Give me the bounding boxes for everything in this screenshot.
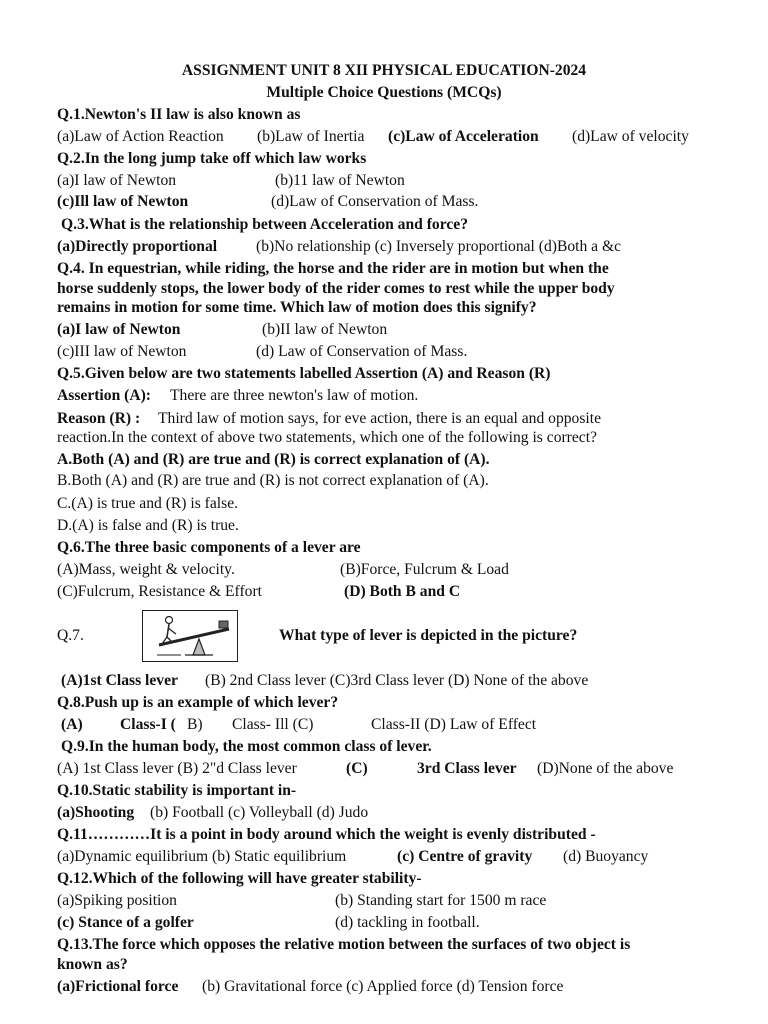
question-6: Q.6.The three basic components of a lever are bbox=[57, 539, 361, 556]
question-4-line-3: remains in motion for some time. Which law of motion does this signify? bbox=[57, 299, 537, 316]
q8-option-a: (A) bbox=[61, 716, 83, 733]
q10-options-rest: (b) Football (c) Volleyball (d) Judo bbox=[150, 804, 369, 821]
q1-option-b: (b)Law of Inertia bbox=[257, 128, 365, 145]
document-subtitle: Multiple Choice Questions (MCQs) bbox=[266, 84, 502, 101]
q1-option-c: (c)Law of Acceleration bbox=[388, 128, 539, 145]
q9-option-d: (D)None of the above bbox=[537, 760, 674, 777]
question-7-number: Q.7. bbox=[57, 627, 84, 644]
q5-option-b: B.Both (A) and (R) are true and (R) is not correct explanation of (A). bbox=[57, 472, 489, 489]
q9-options-ab: (A) 1st Class lever (B) 2"d Class lever bbox=[57, 760, 297, 777]
document-title: ASSIGNMENT UNIT 8 XII PHYSICAL EDUCATION-2024 bbox=[181, 62, 587, 79]
reason-text-line-2: reaction.In the context of above two statements, which one of the following is correct? bbox=[57, 429, 597, 446]
q9-option-c: (C) bbox=[346, 760, 368, 777]
q7-options-rest: (B) 2nd Class lever (C)3rd Class lever (D) None of the above bbox=[205, 672, 589, 689]
question-10: Q.10.Static stability is important in- bbox=[57, 782, 297, 799]
q10-option-a: (a)Shooting bbox=[57, 804, 135, 821]
question-9: Q.9.In the human body, the most common class of lever. bbox=[61, 738, 432, 755]
q4-option-a: (a)I law of Newton bbox=[57, 321, 181, 338]
question-3: Q.3.What is the relationship between Acceleration and force? bbox=[61, 216, 468, 233]
q3-option-a: (a)Directly proportional bbox=[57, 238, 218, 255]
q11-option-c: (c) Centre of gravity bbox=[397, 848, 533, 865]
q12-option-a: (a)Spiking position bbox=[57, 892, 177, 909]
seesaw-lever-picture bbox=[142, 610, 238, 662]
q9-option-c-text: 3rd Class lever bbox=[417, 760, 517, 777]
q4-option-c: (c)III law of Newton bbox=[57, 343, 187, 360]
question-11: Q.11…………It is a point in body around which the weight is evenly distributed - bbox=[57, 826, 596, 843]
q1-option-a: (a)Law of Action Reaction bbox=[57, 128, 224, 145]
assertion-label: Assertion (A): bbox=[57, 387, 151, 404]
q6-option-d: (D) Both B and C bbox=[344, 583, 461, 600]
q5-option-a: A.Both (A) and (R) are true and (R) is correct explanation of (A). bbox=[57, 451, 490, 468]
reason-label: Reason (R) : bbox=[57, 410, 141, 427]
question-8: Q.8.Push up is an example of which lever? bbox=[57, 694, 339, 711]
q6-option-b: (B)Force, Fulcrum & Load bbox=[340, 561, 509, 578]
question-13-line-2: known as? bbox=[57, 956, 128, 973]
q12-option-d: (d) tackling in football. bbox=[335, 914, 480, 931]
q2-option-b: (b)11 law of Newton bbox=[275, 172, 405, 189]
assertion-text: There are three newton's law of motion. bbox=[170, 387, 419, 404]
q2-option-d: (d)Law of Conservation of Mass. bbox=[271, 193, 479, 210]
question-1: Q.1.Newton's II law is also known as bbox=[57, 106, 301, 123]
reason-text: Third law of motion says, for eve action, there is an equal and opposite bbox=[158, 410, 601, 427]
q12-option-c: (c) Stance of a golfer bbox=[57, 914, 194, 931]
q8-option-b: B) bbox=[187, 716, 203, 733]
question-5: Q.5.Given below are two statements labelled Assertion (A) and Reason (R) bbox=[57, 365, 551, 382]
q13-option-a: (a)Frictional force bbox=[57, 978, 179, 995]
q11-option-d: (d) Buoyancy bbox=[563, 848, 649, 865]
question-2: Q.2.In the long jump take off which law works bbox=[57, 150, 367, 167]
q5-option-d: D.(A) is false and (R) is true. bbox=[57, 517, 239, 534]
q11-options-ab: (a)Dynamic equilibrium (b) Static equilibrium bbox=[57, 848, 347, 865]
q6-option-a: (A)Mass, weight & velocity. bbox=[57, 561, 235, 578]
q8-options-rest: Class-II (D) Law of Effect bbox=[371, 716, 537, 733]
question-4-line-2: horse suddenly stops, the lower body of the rider comes to rest while the upper body bbox=[57, 280, 615, 297]
q2-option-a: (a)I law of Newton bbox=[57, 172, 177, 189]
q5-option-c: C.(A) is true and (R) is false. bbox=[57, 495, 239, 512]
q4-option-b: (b)II law of Newton bbox=[262, 321, 388, 338]
q7-option-a: (A)1st Class lever bbox=[61, 672, 178, 689]
q3-options-rest: (b)No relationship (c) Inversely proportional (d)Both a &c bbox=[256, 238, 622, 255]
question-12: Q.12.Which of the following will have greater stability- bbox=[57, 870, 422, 887]
question-4-line-1: Q.4. In equestrian, while riding, the horse and the rider are in motion but when the bbox=[57, 260, 609, 277]
question-7: What type of lever is depicted in the picture? bbox=[279, 627, 578, 644]
q2-option-c: (c)Ill law of Newton bbox=[57, 193, 189, 210]
q1-option-d: (d)Law of velocity bbox=[572, 128, 689, 145]
question-13-line-1: Q.13.The force which opposes the relative motion between the surfaces of two object is bbox=[57, 936, 631, 953]
q8-option-a-text: Class-I ( bbox=[120, 716, 176, 733]
q13-options-rest: (b) Gravitational force (c) Applied force (d) Tension force bbox=[202, 978, 564, 995]
q12-option-b: (b) Standing start for 1500 m race bbox=[335, 892, 547, 909]
q8-option-b-text: Class- Ill (C) bbox=[232, 716, 314, 733]
q4-option-d: (d) Law of Conservation of Mass. bbox=[256, 343, 468, 360]
q6-option-c: (C)Fulcrum, Resistance & Effort bbox=[57, 583, 262, 600]
